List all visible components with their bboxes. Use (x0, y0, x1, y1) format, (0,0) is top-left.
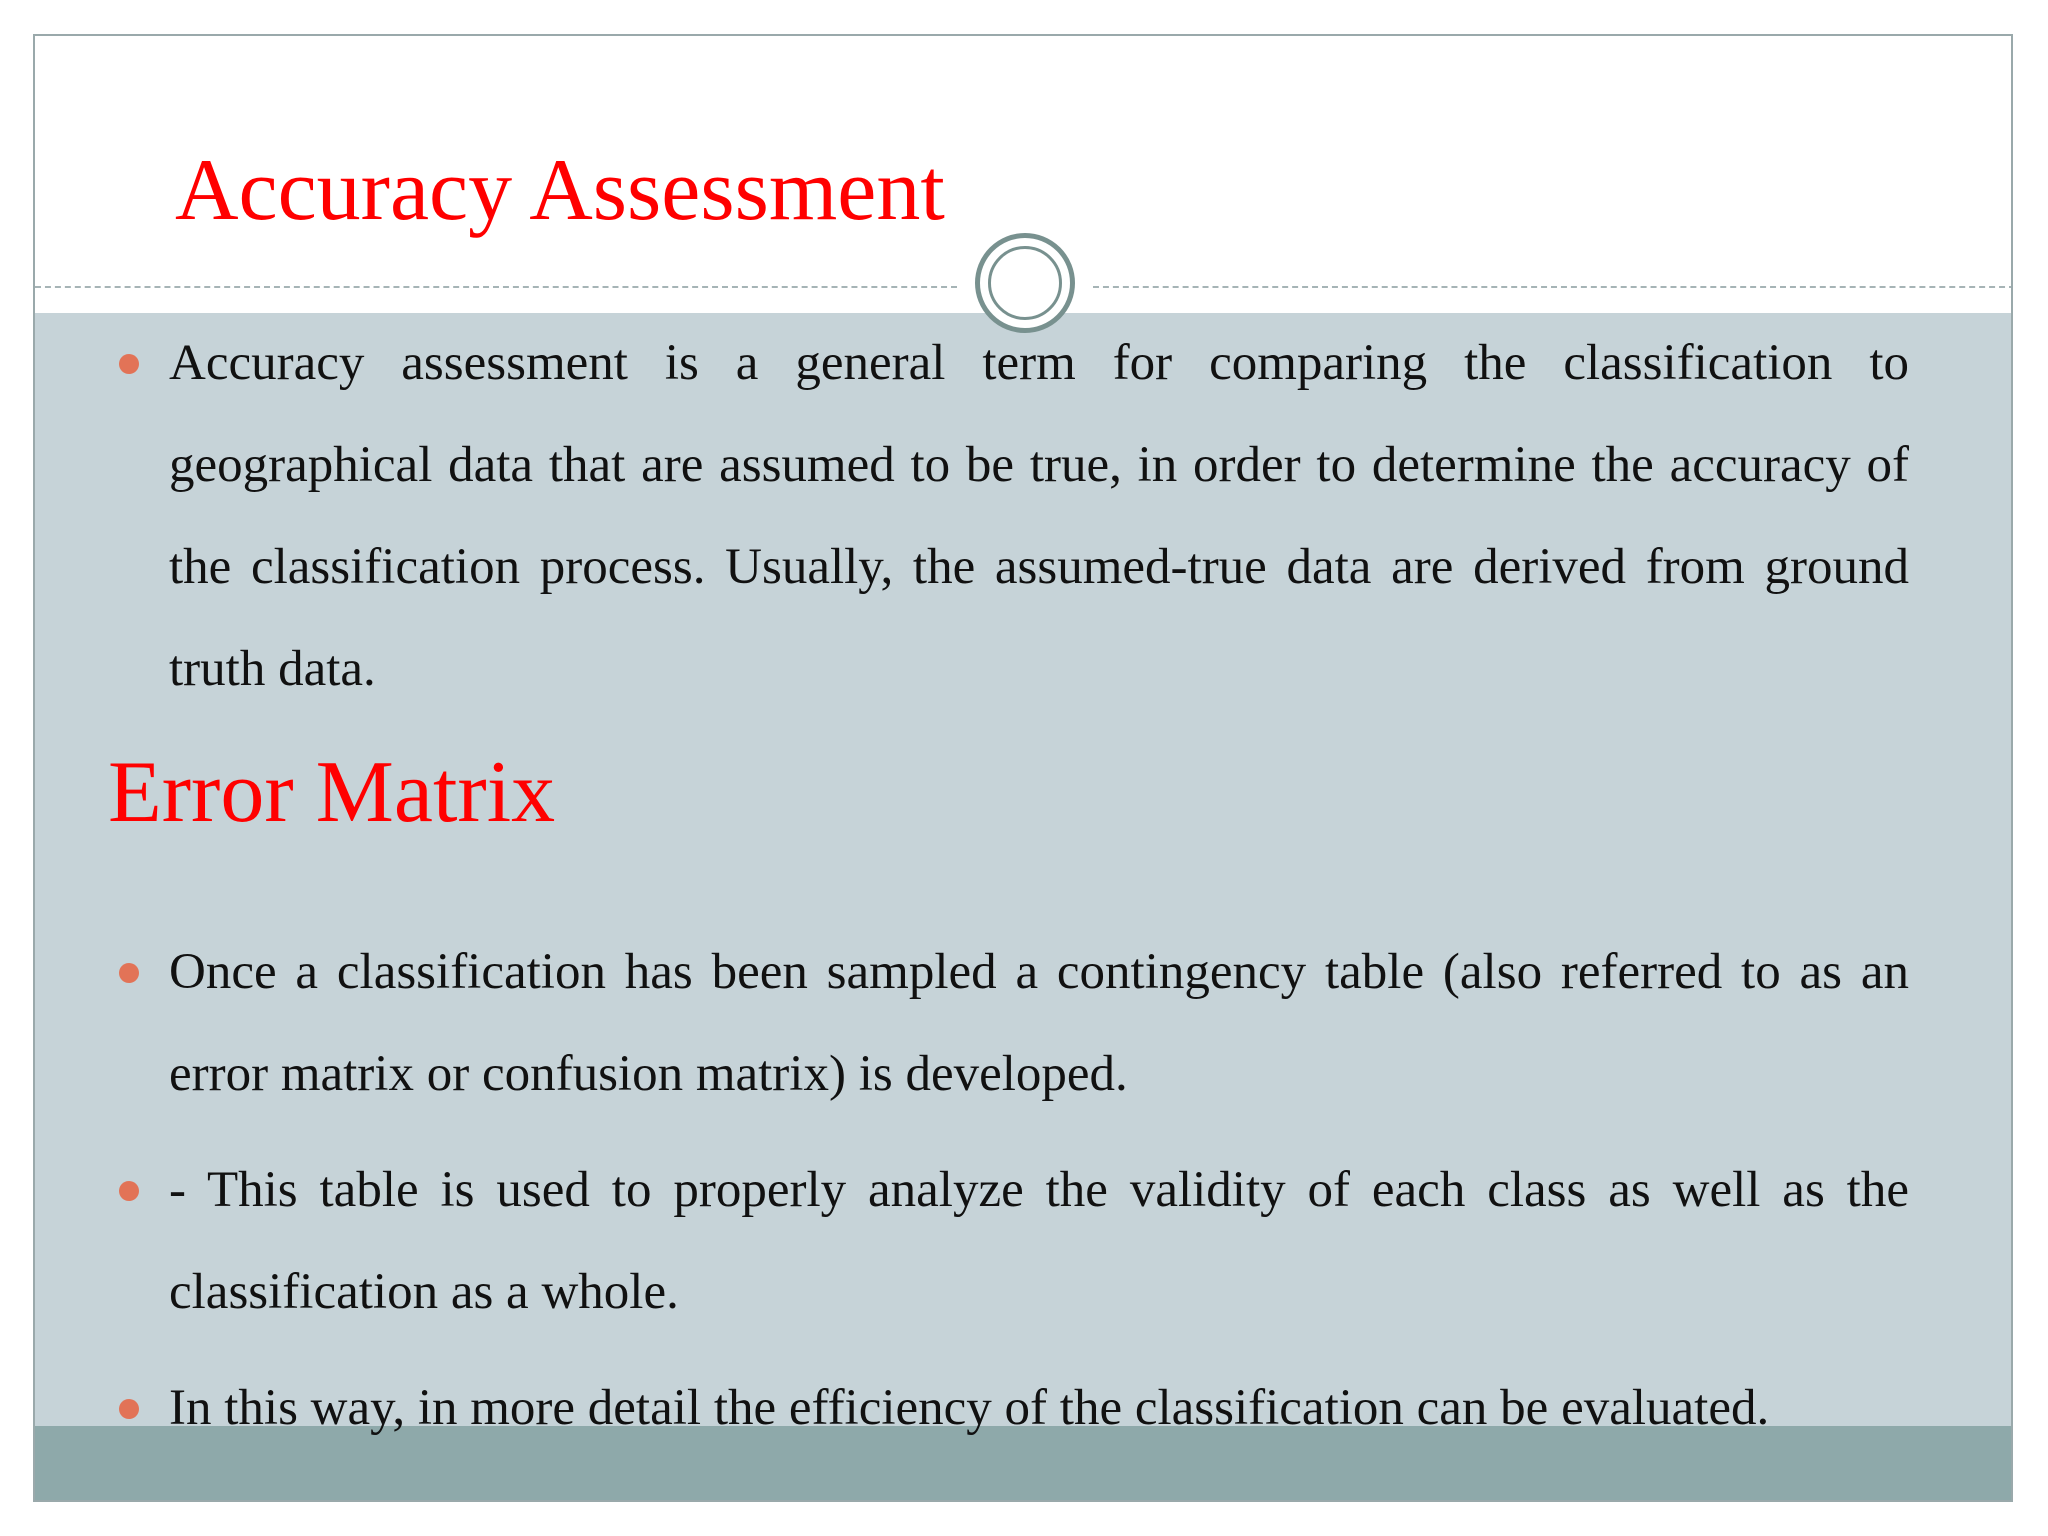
slide (33, 34, 2013, 1502)
bullet-text: Once a classification has been sampled a contingency table (also referred to as an error matrix or confusion matrix) is developed. (169, 944, 1909, 1102)
bullet-text: - This table is used to properly analyze the validity of each class as well as the classification as a whole. (169, 1162, 1909, 1320)
title-divider-right (1093, 286, 2013, 288)
bullet-dot-icon (119, 1181, 139, 1201)
section-heading: Error Matrix (108, 744, 556, 841)
slide-title: Accuracy Assessment (175, 142, 945, 239)
title-divider-left (35, 286, 957, 288)
bullet-dot-icon (119, 1399, 139, 1419)
bullet-dot-icon (119, 963, 139, 983)
error-matrix-bullet (169, 921, 1909, 1125)
table-use-bullet (169, 1139, 1909, 1343)
bullet-dot-icon (119, 354, 139, 374)
intro-bullet (169, 312, 1909, 720)
intro-bullet-text: Accuracy assessment is a general term for comparing the classification to geographical data that are assumed to be true, in order to determine the accuracy of the classification process. Usually, the assumed-true data are derived from ground truth data. (169, 335, 1909, 697)
efficiency-bullet (169, 1357, 1909, 1459)
bullet-text: In this way, in more detail the efficiency of the classification can be evaluated. (169, 1380, 1770, 1436)
